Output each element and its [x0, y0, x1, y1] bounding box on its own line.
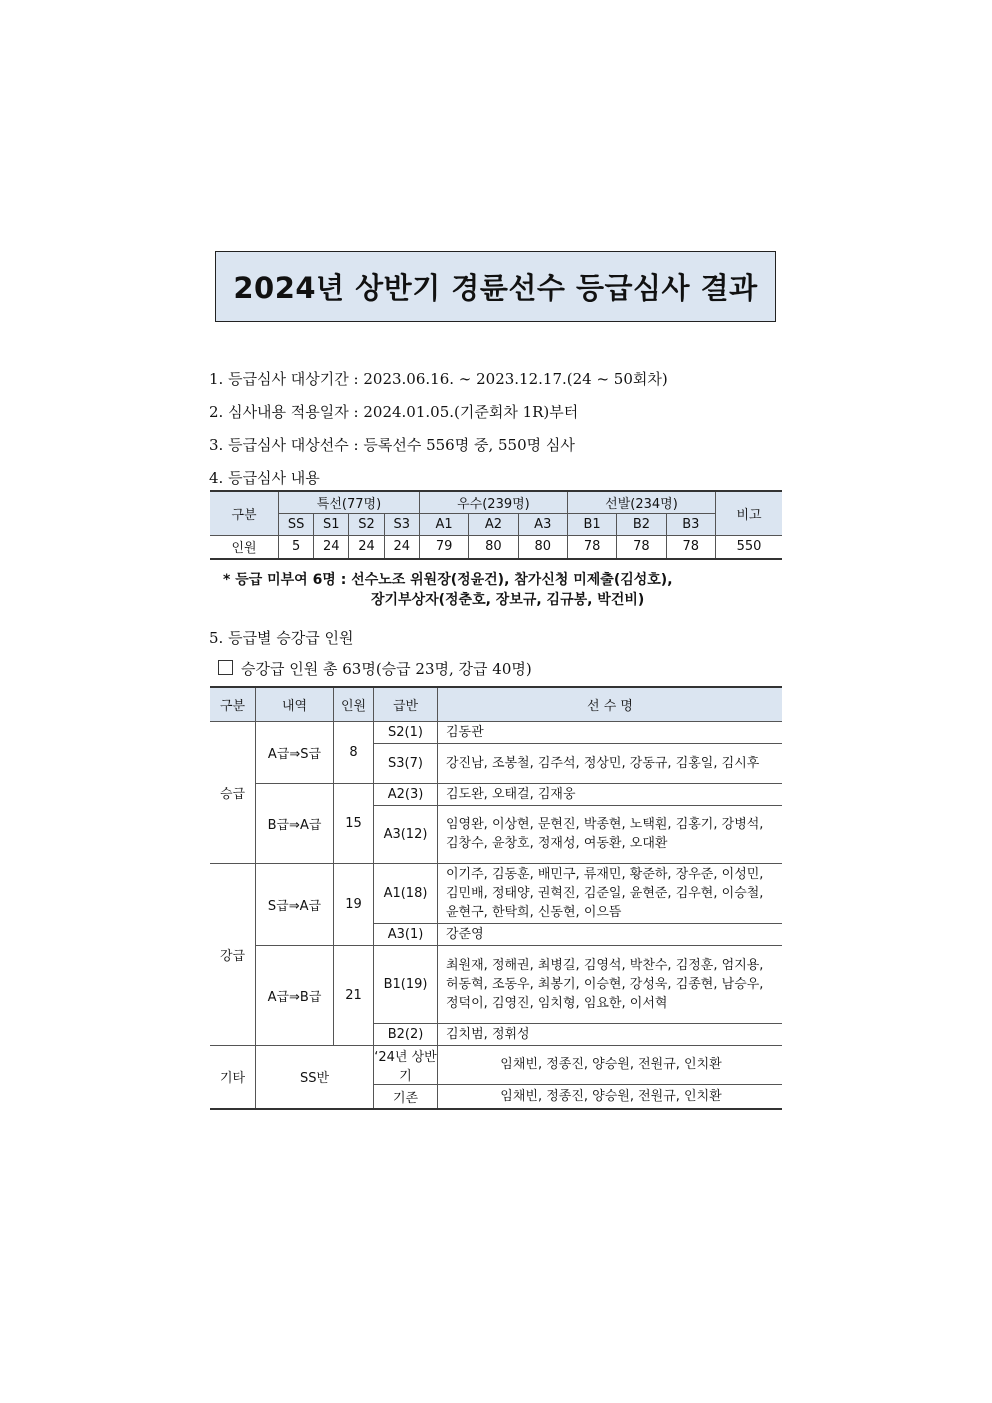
section-4-heading: 4. 등급심사 내용 [209, 469, 320, 487]
grade-count: 24 [384, 535, 419, 559]
grade-count: 80 [518, 535, 567, 559]
detail-count: 19 [334, 863, 374, 945]
grade-header: S3 [384, 513, 419, 535]
grade-header: A1 [419, 513, 468, 535]
col-label: 구분 [210, 491, 279, 535]
class-cell: B1(19) [374, 945, 438, 1023]
class-cell: S3(7) [374, 743, 438, 783]
grade-count: 24 [314, 535, 349, 559]
info-apply-date: 2. 심사내용 적용일자 : 2024.01.05.(기준회차 1R)부터 [209, 403, 579, 421]
header-detail: 내역 [256, 687, 334, 721]
info-target: 3. 등급심사 대상선수 : 등록선수 556명 중, 550명 심사 [209, 436, 575, 454]
grade-count: 78 [617, 535, 666, 559]
category-promotion: 승급 [210, 721, 256, 863]
class-cell: A1(18) [374, 863, 438, 923]
ss-label: SS반 [256, 1045, 374, 1109]
grade-header: SS [279, 513, 314, 535]
grade-header: A2 [469, 513, 518, 535]
class-cell: A3(1) [374, 923, 438, 945]
grade-table [210, 490, 782, 560]
names-cell: 강진남, 조봉철, 김주석, 정상민, 강동규, 김홍일, 김시후 [438, 743, 783, 783]
class-cell: 기존 [374, 1084, 438, 1109]
category-etc: 기타 [210, 1045, 256, 1109]
grade-count: 5 [279, 535, 314, 559]
grade-header: B1 [567, 513, 616, 535]
summary-text: 승강급 인원 총 63명(승급 23명, 강급 40명) [241, 660, 532, 678]
grade-count: 78 [567, 535, 616, 559]
group-special: 특선(77명) [279, 491, 420, 513]
names-cell: 김도완, 오태걸, 김재웅 [438, 783, 783, 805]
grade-header: S2 [349, 513, 384, 535]
class-cell: ‘24년 상반기 [374, 1045, 438, 1084]
detail-label: A급⇒B급 [256, 945, 334, 1045]
row-label: 인원 [210, 535, 279, 559]
grade-header: B3 [666, 513, 715, 535]
header-count: 인원 [334, 687, 374, 721]
header-class: 급반 [374, 687, 438, 721]
page-title: 2024년 상반기 경륜선수 등급심사 결과 [233, 271, 758, 305]
names-cell: 임영완, 이상현, 문현진, 박종현, 노택훤, 김홍기, 강병석, 김창수, 윤창호, 정재성, 여동환, 오대환 [438, 805, 783, 863]
header-names: 선 수 명 [438, 687, 783, 721]
unassigned-note [223, 570, 673, 610]
detail-label: A급⇒S급 [256, 721, 334, 783]
total-count: 550 [716, 535, 783, 559]
grade-count: 80 [469, 535, 518, 559]
names-cell: 김동관 [438, 721, 783, 743]
note-line-1: * 등급 미부여 6명 : 선수노조 위원장(정윤건), 참가신청 미제출(김성호), [223, 572, 673, 588]
grade-count: 79 [419, 535, 468, 559]
class-cell: A3(12) [374, 805, 438, 863]
remark-header: 비고 [716, 491, 783, 535]
summary-line [218, 658, 532, 679]
grade-header: B2 [617, 513, 666, 535]
names-cell: 최원재, 정해권, 최병길, 김영석, 박찬수, 김정훈, 엄지용, 허동혁, 조동우, 최봉기, 이승현, 강성욱, 김종현, 남승우, 정덕이, 김영진, 임치형, 임요한, 이서혁 [438, 945, 783, 1023]
group-selection: 선발(234명) [567, 491, 715, 513]
grade-header: A3 [518, 513, 567, 535]
names-cell: 임채빈, 정종진, 양승원, 전원규, 인치환 [438, 1045, 783, 1084]
title-box [215, 251, 776, 322]
detail-count: 21 [334, 945, 374, 1045]
note-line-2: 장기부상자(정춘호, 장보규, 김규봉, 박건비) [371, 592, 645, 608]
category-demotion: 강급 [210, 863, 256, 1045]
class-cell: A2(3) [374, 783, 438, 805]
detail-label: B급⇒A급 [256, 783, 334, 863]
names-cell: 이기주, 김동훈, 배민구, 류재민, 황준하, 장우준, 이성민, 김민배, 정태양, 권혁진, 김준일, 윤현준, 김우현, 이승철, 윤현구, 한탁희, 신동현, 이으뜸 [438, 863, 783, 923]
detail-label: S급⇒A급 [256, 863, 334, 945]
names-cell: 강준영 [438, 923, 783, 945]
info-period: 1. 등급심사 대상기간 : 2023.06.16. ∼ 2023.12.17.(24 ~ 50회차) [209, 370, 668, 388]
move-table [210, 686, 782, 1110]
grade-header: S1 [314, 513, 349, 535]
detail-count: 15 [334, 783, 374, 863]
detail-count: 8 [334, 721, 374, 783]
grade-count: 78 [666, 535, 715, 559]
section-5-heading: 5. 등급별 승강급 인원 [209, 629, 354, 647]
class-cell: B2(2) [374, 1023, 438, 1045]
names-cell: 김치범, 정휘성 [438, 1023, 783, 1045]
checkbox-icon [218, 660, 233, 675]
class-cell: S2(1) [374, 721, 438, 743]
grade-count: 24 [349, 535, 384, 559]
names-cell: 임채빈, 정종진, 양승원, 전원규, 인치환 [438, 1084, 783, 1109]
header-category: 구분 [210, 687, 256, 721]
group-excellent: 우수(239명) [419, 491, 567, 513]
